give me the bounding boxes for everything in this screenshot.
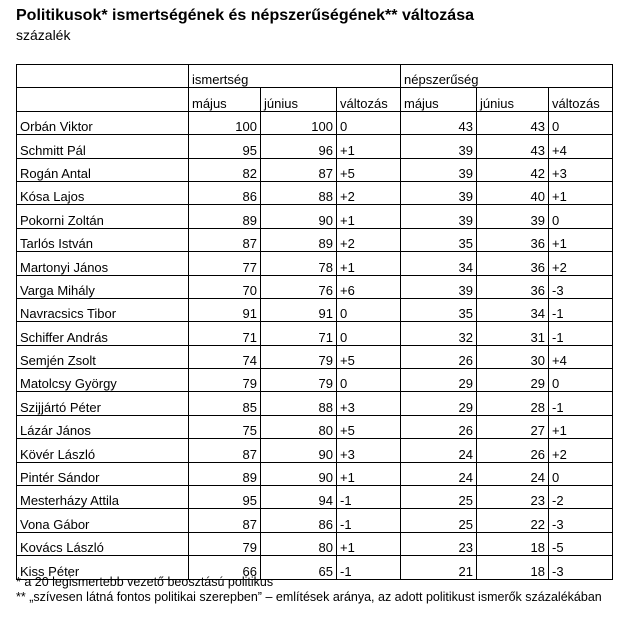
popularity-may-cell: 35 [401, 298, 477, 321]
col-header-awareness-june: június [261, 88, 337, 111]
awareness-change-cell: 0 [337, 111, 401, 134]
awareness-change-cell: -1 [337, 486, 401, 509]
awareness-june-cell: 80 [261, 532, 337, 555]
awareness-may-cell: 87 [189, 439, 261, 462]
awareness-may-cell: 75 [189, 415, 261, 438]
politician-name-cell: Tarlós István [17, 228, 189, 251]
popularity-change-cell: 0 [549, 369, 613, 392]
table-row [17, 111, 613, 134]
popularity-june-cell: 29 [477, 369, 549, 392]
popularity-may-cell: 29 [401, 369, 477, 392]
awareness-may-cell: 87 [189, 228, 261, 251]
popularity-june-cell: 39 [477, 205, 549, 228]
popularity-change-cell: -3 [549, 509, 613, 532]
popularity-june-cell: 18 [477, 532, 549, 555]
awareness-june-cell: 88 [261, 392, 337, 415]
corner-cell [17, 65, 189, 88]
popularity-change-cell: -2 [549, 486, 613, 509]
popularity-may-cell: 34 [401, 252, 477, 275]
popularity-june-cell: 26 [477, 439, 549, 462]
table-row [17, 439, 613, 462]
popularity-may-cell: 25 [401, 486, 477, 509]
table-row [17, 228, 613, 251]
popularity-june-cell: 42 [477, 158, 549, 181]
politician-name-cell: Martonyi János [17, 252, 189, 275]
awareness-june-cell: 90 [261, 205, 337, 228]
awareness-june-cell: 78 [261, 252, 337, 275]
politician-name-cell: Vona Gábor [17, 509, 189, 532]
popularity-may-cell: 25 [401, 509, 477, 532]
awareness-may-cell: 95 [189, 486, 261, 509]
awareness-change-cell: +1 [337, 252, 401, 275]
awareness-change-cell: +2 [337, 228, 401, 251]
col-header-awareness-may: május [189, 88, 261, 111]
table-row [17, 252, 613, 275]
politician-name-cell: Kiss Péter [17, 556, 189, 579]
col-header-popularity-may: május [401, 88, 477, 111]
popularity-june-cell: 36 [477, 275, 549, 298]
awareness-may-cell: 87 [189, 509, 261, 532]
popularity-may-cell: 39 [401, 158, 477, 181]
awareness-june-cell: 90 [261, 439, 337, 462]
popularity-june-cell: 40 [477, 181, 549, 204]
column-header-row [17, 88, 613, 111]
popularity-may-cell: 21 [401, 556, 477, 579]
table-row [17, 322, 613, 345]
awareness-change-cell: +1 [337, 205, 401, 228]
popularity-change-cell: -3 [549, 556, 613, 579]
col-header-popularity-change: változás [549, 88, 613, 111]
popularity-change-cell: +2 [549, 252, 613, 275]
politician-name-cell: Kövér László [17, 439, 189, 462]
awareness-change-cell: +3 [337, 439, 401, 462]
awareness-june-cell: 100 [261, 111, 337, 134]
data-table [16, 64, 613, 580]
popularity-june-cell: 18 [477, 556, 549, 579]
popularity-june-cell: 27 [477, 415, 549, 438]
awareness-change-cell: +5 [337, 415, 401, 438]
table-row [17, 369, 613, 392]
popularity-change-cell: +4 [549, 135, 613, 158]
politician-name-cell: Matolcsy György [17, 369, 189, 392]
popularity-change-cell: +4 [549, 345, 613, 368]
table-row [17, 462, 613, 485]
popularity-may-cell: 39 [401, 275, 477, 298]
popularity-june-cell: 43 [477, 135, 549, 158]
awareness-may-cell: 100 [189, 111, 261, 134]
table-row [17, 298, 613, 321]
awareness-may-cell: 70 [189, 275, 261, 298]
popularity-change-cell: -3 [549, 275, 613, 298]
table-row [17, 181, 613, 204]
politician-name-cell: Pintér Sándor [17, 462, 189, 485]
awareness-may-cell: 79 [189, 369, 261, 392]
awareness-change-cell: 0 [337, 298, 401, 321]
table-row [17, 205, 613, 228]
awareness-change-cell: +5 [337, 158, 401, 181]
table-row [17, 532, 613, 555]
popularity-may-cell: 43 [401, 111, 477, 134]
awareness-change-cell: +1 [337, 135, 401, 158]
awareness-may-cell: 95 [189, 135, 261, 158]
politician-name-cell: Navracsics Tibor [17, 298, 189, 321]
popularity-june-cell: 22 [477, 509, 549, 532]
table-row [17, 275, 613, 298]
politician-name-cell: Orbán Viktor [17, 111, 189, 134]
popularity-change-cell: -1 [549, 298, 613, 321]
awareness-may-cell: 82 [189, 158, 261, 181]
awareness-june-cell: 79 [261, 345, 337, 368]
awareness-change-cell: +5 [337, 345, 401, 368]
popularity-june-cell: 23 [477, 486, 549, 509]
group-header-row [17, 65, 613, 88]
popularity-may-cell: 29 [401, 392, 477, 415]
table-row [17, 509, 613, 532]
footnote-1: * a 20 legismertebb vezető beosztású politikus [16, 575, 274, 589]
popularity-may-cell: 24 [401, 439, 477, 462]
popularity-june-cell: 30 [477, 345, 549, 368]
awareness-may-cell: 71 [189, 322, 261, 345]
politician-name-cell: Kovács László [17, 532, 189, 555]
popularity-change-cell: -1 [549, 392, 613, 415]
awareness-may-cell: 66 [189, 556, 261, 579]
popularity-change-cell: 0 [549, 205, 613, 228]
popularity-june-cell: 24 [477, 462, 549, 485]
popularity-may-cell: 26 [401, 345, 477, 368]
page-title: Politikusok* ismertségének és népszerűségének** változása [16, 7, 474, 24]
popularity-change-cell: +1 [549, 415, 613, 438]
table-row [17, 392, 613, 415]
awareness-change-cell: +6 [337, 275, 401, 298]
group-header-awareness: ismertség [189, 65, 401, 88]
popularity-change-cell: +1 [549, 228, 613, 251]
awareness-may-cell: 77 [189, 252, 261, 275]
politician-name-cell: Mesterházy Attila [17, 486, 189, 509]
popularity-change-cell: -1 [549, 322, 613, 345]
popularity-change-cell: 0 [549, 111, 613, 134]
awareness-june-cell: 94 [261, 486, 337, 509]
politician-name-cell: Rogán Antal [17, 158, 189, 181]
awareness-june-cell: 65 [261, 556, 337, 579]
awareness-change-cell: +1 [337, 462, 401, 485]
awareness-june-cell: 86 [261, 509, 337, 532]
politician-name-cell: Lázár János [17, 415, 189, 438]
popularity-change-cell: +2 [549, 439, 613, 462]
politician-name-cell: Varga Mihály [17, 275, 189, 298]
table-row [17, 486, 613, 509]
awareness-may-cell: 91 [189, 298, 261, 321]
awareness-change-cell: +3 [337, 392, 401, 415]
awareness-june-cell: 71 [261, 322, 337, 345]
awareness-june-cell: 90 [261, 462, 337, 485]
awareness-may-cell: 89 [189, 205, 261, 228]
col-header-popularity-june: június [477, 88, 549, 111]
page-subtitle: százalék [16, 27, 71, 43]
popularity-june-cell: 31 [477, 322, 549, 345]
awareness-june-cell: 88 [261, 181, 337, 204]
popularity-may-cell: 35 [401, 228, 477, 251]
politician-name-cell: Pokorni Zoltán [17, 205, 189, 228]
group-header-popularity: népszerűség [401, 65, 613, 88]
table-row [17, 415, 613, 438]
awareness-change-cell: -1 [337, 509, 401, 532]
popularity-change-cell: -5 [549, 532, 613, 555]
awareness-june-cell: 79 [261, 369, 337, 392]
awareness-may-cell: 74 [189, 345, 261, 368]
awareness-june-cell: 91 [261, 298, 337, 321]
politician-name-cell: Semjén Zsolt [17, 345, 189, 368]
popularity-may-cell: 23 [401, 532, 477, 555]
awareness-june-cell: 76 [261, 275, 337, 298]
popularity-may-cell: 32 [401, 322, 477, 345]
footnotes [16, 575, 628, 605]
table-row [17, 135, 613, 158]
popularity-may-cell: 26 [401, 415, 477, 438]
popularity-june-cell: 36 [477, 252, 549, 275]
awareness-may-cell: 85 [189, 392, 261, 415]
politician-name-cell: Schiffer András [17, 322, 189, 345]
awareness-may-cell: 89 [189, 462, 261, 485]
footnote-2: ** „szívesen látná fontos politikai szerepben” – említések aránya, az adott politikust ismerők százalékában [16, 590, 602, 604]
col-header-awareness-change: változás [337, 88, 401, 111]
politician-name-cell: Szijjártó Péter [17, 392, 189, 415]
politician-name-cell: Kósa Lajos [17, 181, 189, 204]
awareness-change-cell: -1 [337, 556, 401, 579]
awareness-june-cell: 89 [261, 228, 337, 251]
popularity-change-cell: 0 [549, 462, 613, 485]
table-row [17, 158, 613, 181]
awareness-change-cell: 0 [337, 369, 401, 392]
popularity-june-cell: 43 [477, 111, 549, 134]
awareness-may-cell: 79 [189, 532, 261, 555]
popularity-june-cell: 34 [477, 298, 549, 321]
popularity-may-cell: 39 [401, 181, 477, 204]
awareness-may-cell: 86 [189, 181, 261, 204]
awareness-june-cell: 96 [261, 135, 337, 158]
name-header-cell [17, 88, 189, 111]
awareness-june-cell: 80 [261, 415, 337, 438]
awareness-change-cell: +1 [337, 532, 401, 555]
popularity-may-cell: 24 [401, 462, 477, 485]
popularity-june-cell: 28 [477, 392, 549, 415]
popularity-change-cell: +1 [549, 181, 613, 204]
awareness-change-cell: +2 [337, 181, 401, 204]
awareness-june-cell: 87 [261, 158, 337, 181]
awareness-change-cell: 0 [337, 322, 401, 345]
popularity-june-cell: 36 [477, 228, 549, 251]
popularity-may-cell: 39 [401, 135, 477, 158]
table-row [17, 345, 613, 368]
politician-name-cell: Schmitt Pál [17, 135, 189, 158]
table-body [17, 65, 613, 580]
popularity-change-cell: +3 [549, 158, 613, 181]
popularity-may-cell: 39 [401, 205, 477, 228]
